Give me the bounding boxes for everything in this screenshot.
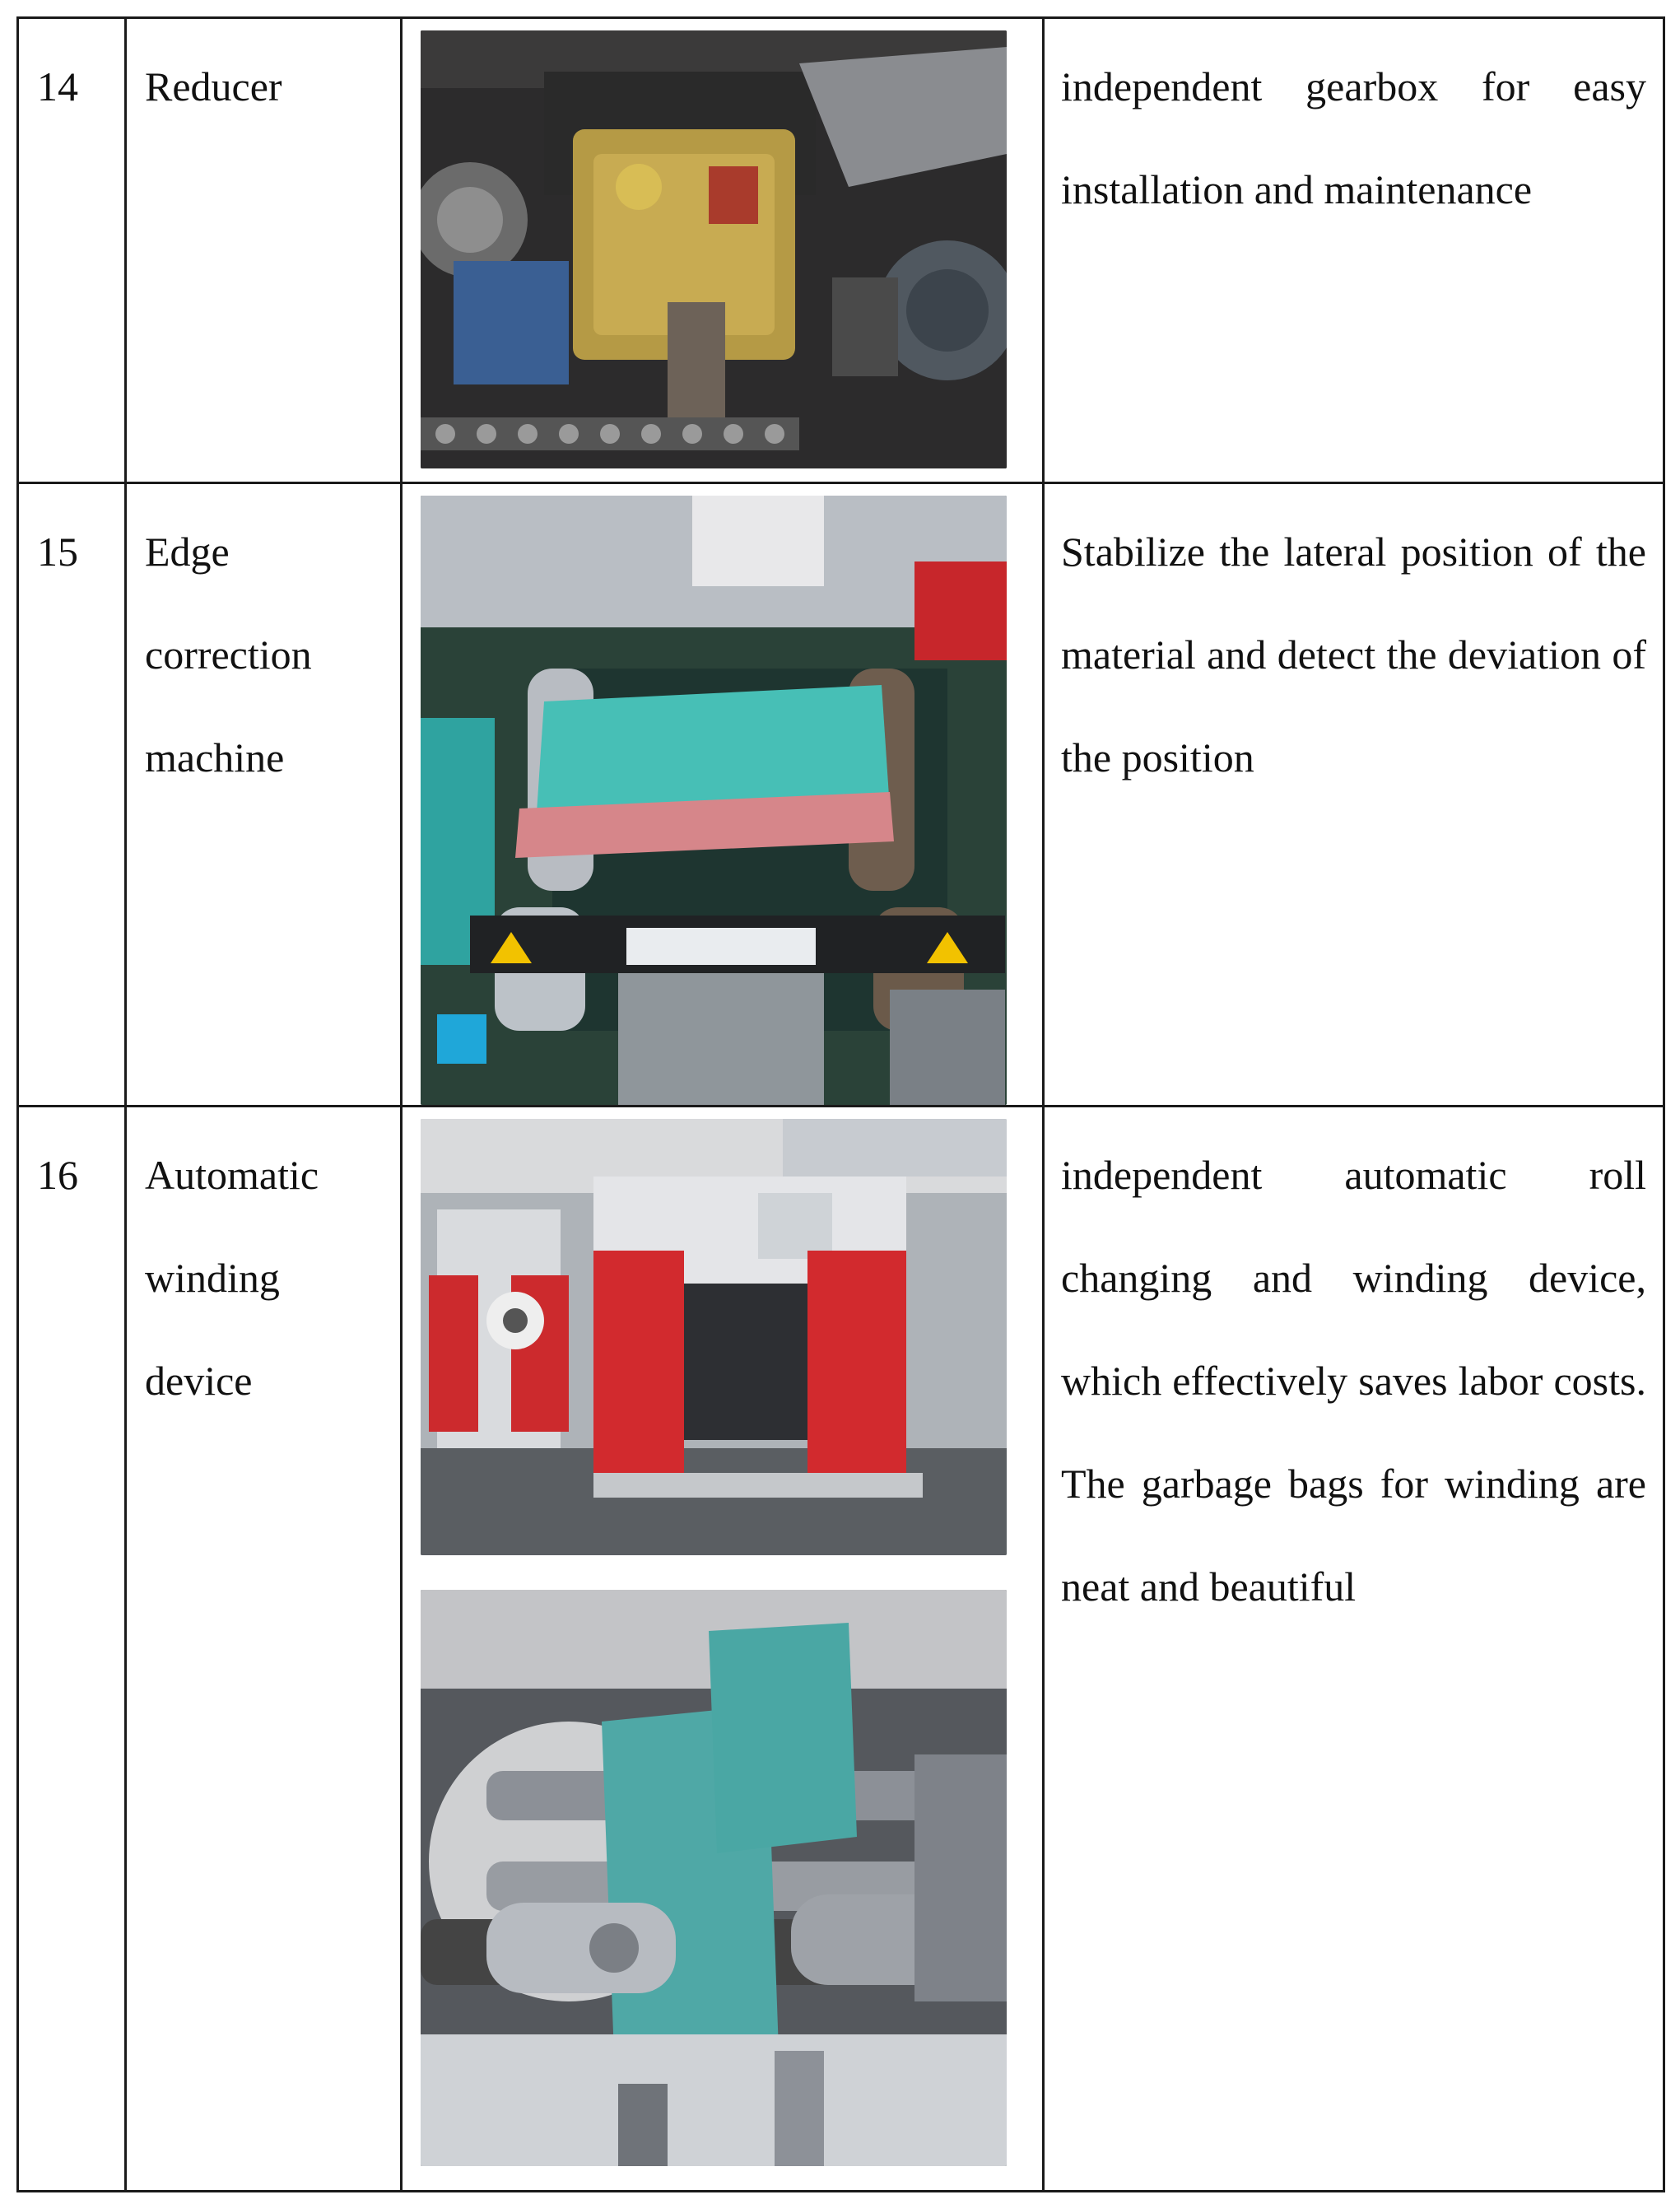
- table-row: [18, 1107, 1664, 2192]
- item-name-line: correction: [145, 631, 312, 678]
- image-cell: [402, 483, 1044, 1107]
- item-name: [126, 483, 402, 1107]
- row-number: 15: [18, 483, 126, 1107]
- item-name-line: Reducer: [145, 63, 282, 110]
- item-name: [126, 1107, 402, 2192]
- description-text: independent automatic roll changing and winding device, which effectively saves labor costs. The garbage bags for winding are neat and beautiful: [1061, 1152, 1646, 1610]
- item-name-line: machine: [145, 734, 285, 780]
- description-text: independent gearbox for easy installation and maintenance: [1061, 63, 1646, 212]
- image-cell: [402, 1107, 1044, 2192]
- row-number: 16: [18, 1107, 126, 2192]
- edge-correction-rollers-photo: [421, 496, 1007, 1105]
- item-name-line: Edge: [145, 529, 230, 575]
- reducer-gearbox-photo: [421, 30, 1007, 468]
- item-description: [1044, 1107, 1664, 2192]
- table-row: [18, 483, 1664, 1107]
- item-name-line: device: [145, 1358, 253, 1404]
- description-text: Stabilize the lateral position of the material and detect the deviation of the position: [1061, 529, 1646, 780]
- table-row: [18, 18, 1664, 483]
- spec-table: [16, 16, 1665, 2192]
- image-cell: [402, 18, 1044, 483]
- item-name: [126, 18, 402, 483]
- item-name-line: Automatic: [145, 1152, 319, 1198]
- item-description: [1044, 483, 1664, 1107]
- item-name-line: winding: [145, 1255, 280, 1301]
- row-number: 14: [18, 18, 126, 483]
- winding-shafts-closeup-photo: [421, 1590, 1007, 2166]
- item-description: [1044, 18, 1664, 483]
- winding-device-machine-photo: [421, 1119, 1007, 1555]
